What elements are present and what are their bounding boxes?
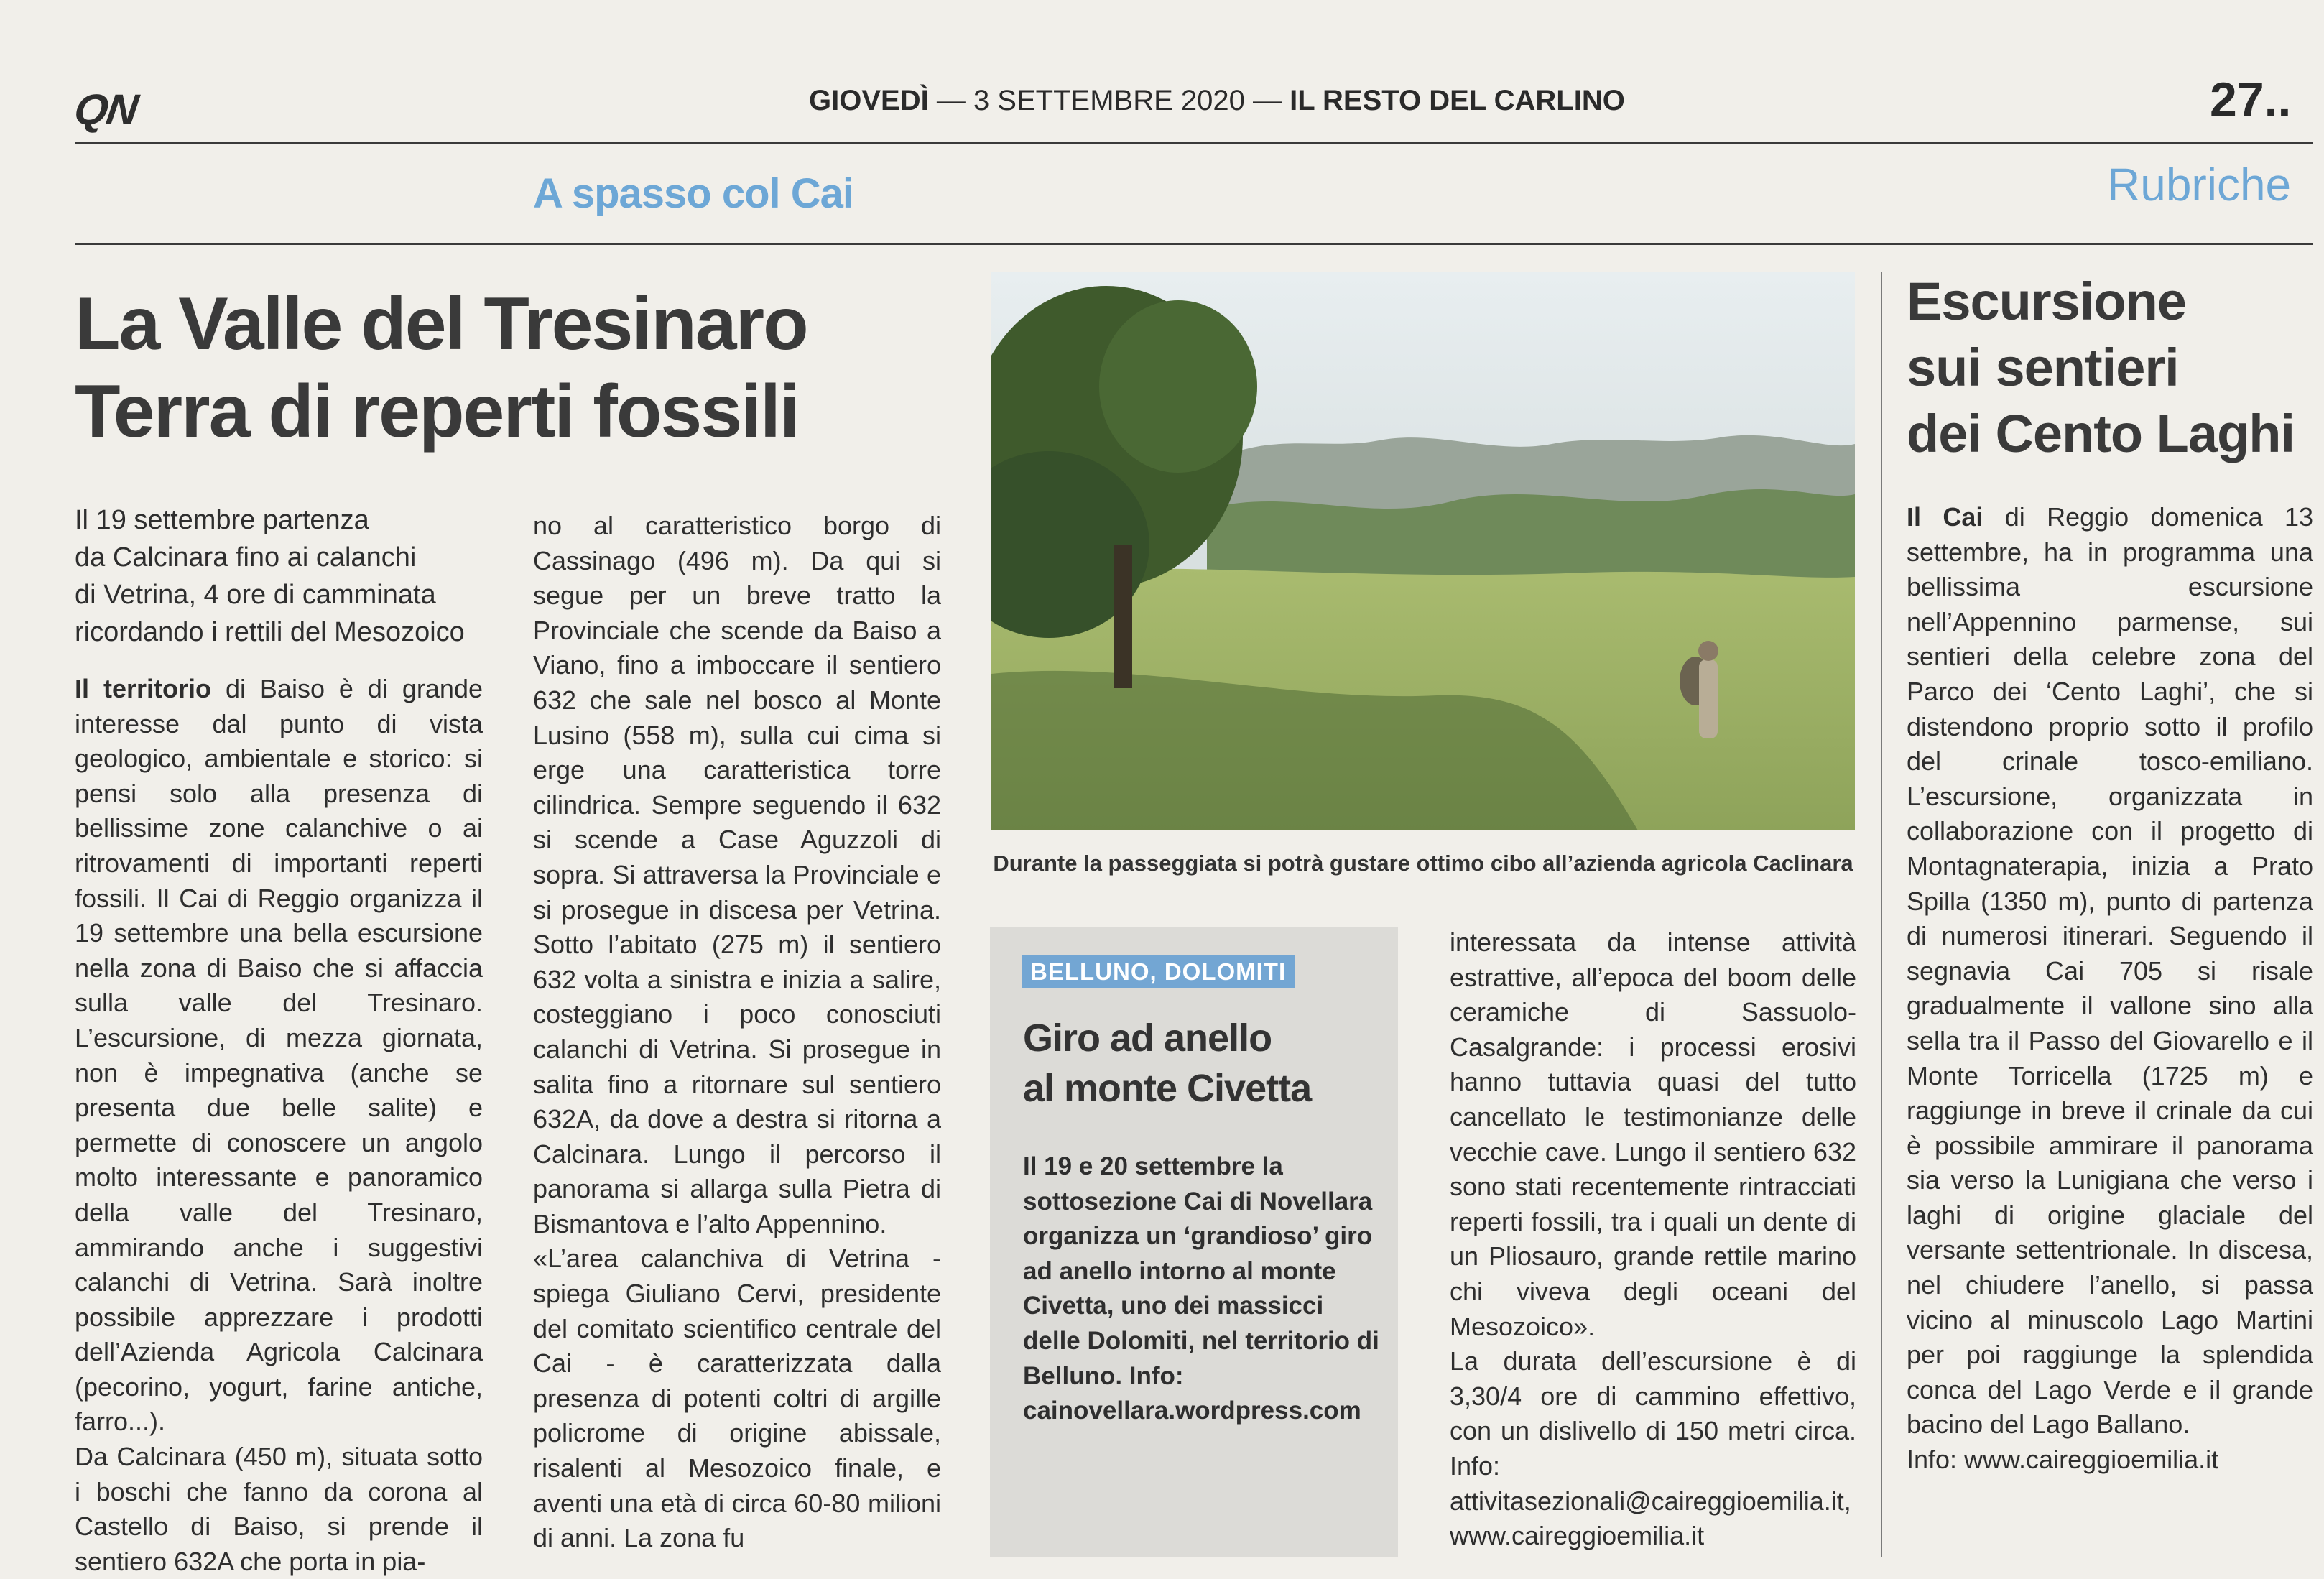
article-column-2	[533, 509, 941, 1556]
side-lead: Il Cai	[1907, 502, 1983, 532]
box-location-tag: BELLUNO, DOLOMITI	[1022, 955, 1295, 988]
side-headline-line-2: sui sentieri	[1907, 338, 2179, 397]
col2-paragraph-2: «L’area calanchiva di Vetrina - spiega Giuliano Cervi, presidente del comitato scientifico centrale del Cai - è caratterizzata dalla presenza di potenti coltri di argille policrome di origine abissale, risalenti al Mesozoico finale, e aventi una età di circa 60-80 milioni di anni. La zona fu	[533, 1244, 941, 1553]
col3-paragraph-1: interessata da intense attività estrattive, all’epoca del boom delle ceramiche di Sassuolo-Casalgrande: i processi erosivi hanno tuttavia quasi del tutto cancellato le testimonianze delle vecchie cave. Lungo il sentiero 632 sono stati recentemente rintracciati reperti fossili, tra i quali un dente di un Pliosauro, grande rettile marino chi viveva degli oceani del Mesozoico».	[1450, 927, 1856, 1341]
side-headline-line-3: dei Cento Laghi	[1907, 404, 2295, 463]
page-number: 27..	[2210, 73, 2292, 127]
hiker-head	[1698, 641, 1718, 661]
masthead-rule	[75, 142, 2313, 144]
column-divider	[1881, 272, 1882, 1557]
side-paragraph	[1907, 500, 2313, 1443]
col1-text: di Baiso è di grande interesse dal punto di vista geologico, ambientale e storico: si pensi solo alla presenza di bellissime zone calanchive o ai ritrovamenti di importanti reperti fossili. Il Cai di Reggio organizza il 19 settembre una bella escursione nella zona di Baiso che si affaccia sulla valle del Tresinaro. L’escursione, di mezza giornata, non è impegnativa (anche se presenta due belle salite) e permette di conoscere un angolo molto interessante e panoramico della valle del Tresinaro, ammirando anche i suggestivi calanchi di Vetrina. Sarà inoltre possibile apprezzare i prodotti dell’Azienda Agricola Calcinara (pecorino, yogurt, farine antiche, farro...).	[75, 674, 483, 1437]
col1-paragraph-1	[75, 672, 483, 1440]
side-text: di Reggio domenica 13 settembre, ha in programma una bellissima escursione nell’Appennino parmense, sui sentieri della celebre zona del Parco dei ‘Cento Laghi’, che si distendono proprio sotto il profilo del crinale tosco-emiliano. L’escursione, organizzata in collaborazione con il progetto di Montagnaterapia, inizia a Prato Spilla (1350 m), punto di partenza di numerosi itinerari. Seguendo il segnavia Cai 705 si risale gradualmente il vallone sino alla sella tra il Passo del Giovarello e il Monte Torricella (1725 m) e raggiunge in breve il crinale da cui è possibile ammirare il panorama sia verso la Lunigiana che verso i laghi di origine glaciale del versante settentrionale. In discesa, nel chiudere l’anello, si passa vicino al minuscolo Lago Martini per poi raggiunge la splendida conca del Lago Verde e il grande bacino del Lago Ballano.	[1907, 502, 2313, 1440]
subhead-line-4: ricordando i rettili del Mesozoico	[75, 617, 465, 647]
headline-line-2: Terra di reperti fossili	[75, 370, 799, 453]
side-info: Info: www.caireggioemilia.it	[1907, 1445, 2219, 1475]
dateline	[809, 85, 1625, 117]
photo-caption: Durante la passeggiata si potrà gustare ottimo cibo all’azienda agricola Caclinara	[993, 851, 1853, 876]
side-headline-line-1: Escursione	[1907, 272, 2186, 331]
dateline-paper: IL RESTO DEL CARLINO	[1290, 85, 1625, 116]
subhead	[75, 501, 506, 651]
col1-paragraph-2: Da Calcinara (450 m), situata sotto i boschi che fanno da corona al Castello di Baiso, si prende il sentiero 632A che porta in pia-	[75, 1442, 483, 1576]
landscape-illustration	[991, 272, 1855, 830]
side-article	[1907, 500, 2313, 1478]
col2-paragraph-1: no al caratteristico borgo di Cassinago (496 m). Da qui si segue per un breve tratto la Provinciale che scende da Baiso a Viano, fino a imboccare il sentiero 632 che sale nel bosco al Monte Lusino (558 m), sulla cui cima si erge una caratteristica torre cilindrica. Sempre seguendo il 632 si scende a Case Aguzzoli di sopra. Si attraversa la Provinciale e si prosegue in discesa per Vetrina. Sotto l’abitato (275 m) il sentiero 632 volta a sinistra e inizia a salire, costeggiano i poco conosciuti calanchi di Vetrina. Si prosegue in salita fino a ritornare sul sentiero 632A, da dove a destra si ritorna a Calcinara. Lungo il percorso il panorama si allarga sulla Pietra di Bismantova e l’alto Appennino.	[533, 511, 941, 1238]
col1-lead: Il territorio	[75, 674, 211, 703]
box-text	[1023, 1149, 1382, 1429]
box-body: la sottosezione Cai di Novellara organizza un ‘grandioso’ giro ad anello intorno al monte Civetta, uno dei massicci delle Dolomiti, nel territorio di Belluno. Info: cainovellara.wordpress.com	[1023, 1152, 1379, 1425]
dateline-day: GIOVEDÌ	[809, 85, 929, 116]
tree-trunk	[1114, 545, 1132, 688]
hiker	[1699, 659, 1718, 738]
landscape-photo	[991, 272, 1855, 830]
headline	[75, 280, 807, 455]
box-title-line-2: al monte Civetta	[1023, 1067, 1312, 1110]
newspaper-logo: QN	[71, 85, 140, 134]
side-headline	[1907, 269, 2295, 467]
box-title	[1023, 1013, 1311, 1113]
box-lead: Il 19 e 20 settembre	[1023, 1152, 1255, 1180]
article-column-1	[75, 672, 483, 1579]
dateline-date: — 3 SETTEMBRE 2020 —	[936, 85, 1282, 116]
kicker: A spasso col Cai	[533, 170, 854, 217]
article-column-3	[1450, 925, 1856, 1554]
section-rule	[75, 243, 2313, 245]
section-label: Rubriche	[2107, 159, 2292, 210]
subhead-line-3: di Vetrina, 4 ore di camminata	[75, 580, 436, 610]
col3-paragraph-2: La durata dell’escursione è di 3,30/4 ore di cammino effettivo, con un dislivello di 150 metri circa. Info: attivitasezionali@caireggioemilia.it, www.caireggioemilia.it	[1450, 1346, 1856, 1551]
box-title-line-1: Giro ad anello	[1023, 1017, 1272, 1060]
tree-canopy-highlight	[1099, 300, 1257, 473]
headline-line-1: La Valle del Tresinaro	[75, 282, 807, 366]
subhead-line-1: Il 19 settembre partenza	[75, 505, 369, 535]
subhead-line-2: da Calcinara fino ai calanchi	[75, 542, 417, 573]
